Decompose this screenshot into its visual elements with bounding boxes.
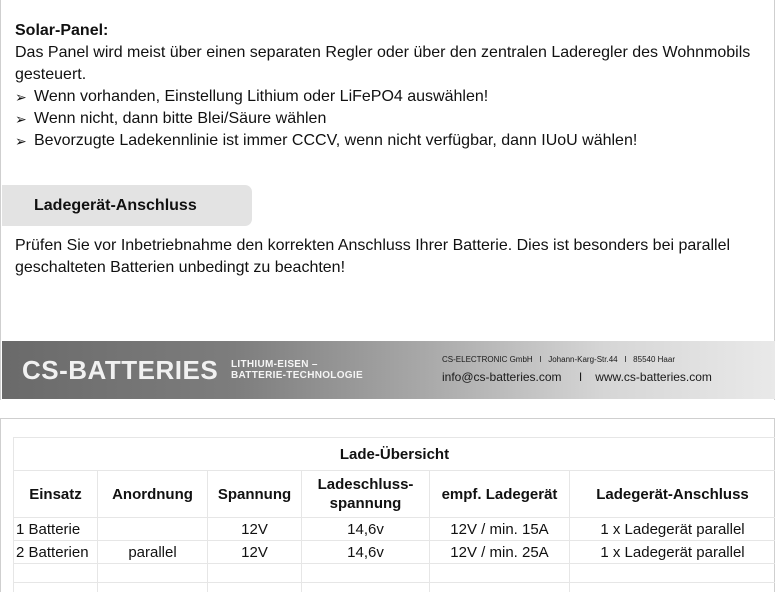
footer-banner	[2, 341, 775, 399]
solar-panel-intro: Das Panel wird meist über einen separaten Regler oder über den zentralen Laderegler des Wohnmobils gesteuert.	[15, 44, 751, 83]
page-gap	[0, 400, 775, 418]
column-header: Ladeschluss- spannung	[302, 471, 430, 518]
table-cell: 14,6v	[302, 518, 430, 541]
bullet-item	[15, 108, 765, 130]
document-page	[0, 418, 775, 592]
brand-tagline	[231, 359, 363, 381]
column-header: Anordnung	[98, 471, 208, 518]
table-row	[14, 518, 775, 541]
arrow-bullet-icon: ➢	[15, 133, 27, 149]
table-cell: parallel	[98, 541, 208, 564]
solar-panel-heading: Solar-Panel:	[15, 22, 109, 39]
table-cell: 1 Batterie	[14, 518, 98, 541]
table-cell: 12V / min. 25A	[430, 541, 570, 564]
table-cell: 1 x Ladegerät parallel	[570, 518, 775, 541]
bullet-text: Wenn nicht, dann bitte Blei/Säure wählen	[34, 110, 327, 127]
table-cell: 12V	[208, 541, 302, 564]
table-row-empty	[14, 564, 775, 583]
table-row	[14, 541, 775, 564]
table-caption-row	[14, 438, 775, 471]
arrow-bullet-icon: ➢	[15, 111, 27, 127]
brand-logo: CS-BATTERIES	[22, 355, 219, 385]
section-title-charger-connection: Ladegerät-Anschluss	[2, 185, 252, 226]
bullet-item	[15, 130, 765, 152]
table-header-row	[14, 471, 775, 518]
table-cell	[98, 518, 208, 541]
column-header: empf. Ladegerät	[430, 471, 570, 518]
tagline-line: BATTERIE-TECHNOLOGIE	[231, 370, 363, 381]
contact-info: info@cs-batteries.com I www.cs-batteries.com	[442, 370, 712, 384]
table-caption: Lade-Übersicht	[14, 438, 775, 471]
table-cell: 14,6v	[302, 541, 430, 564]
tagline-line: LITHIUM-EISEN –	[231, 359, 318, 370]
solar-panel-section	[15, 20, 765, 152]
table-cell: 12V / min. 15A	[430, 518, 570, 541]
charging-overview-table	[13, 437, 775, 592]
column-header: Einsatz	[14, 471, 98, 518]
table-row-empty	[14, 583, 775, 592]
bullet-item	[15, 86, 765, 108]
table-cell: 2 Batterien	[14, 541, 98, 564]
arrow-bullet-icon: ➢	[15, 89, 27, 105]
column-header: Spannung	[208, 471, 302, 518]
bullet-text: Bevorzugte Ladekennlinie ist immer CCCV, wenn nicht verfügbar, dann IUoU wählen!	[34, 132, 638, 149]
company-address: CS-ELECTRONIC GmbH I Johann-Karg-Str.44 I 85540 Haar	[442, 355, 675, 364]
bullet-text: Wenn vorhanden, Einstellung Lithium oder LiFePO4 auswählen!	[34, 88, 489, 105]
column-header: Ladegerät-Anschluss	[570, 471, 775, 518]
connection-notice-text: Prüfen Sie vor Inbetriebnahme den korrekten Anschluss Ihrer Batterie. Dies ist besonders bei parallel geschalteten Batterien unbedingt zu beachten!	[15, 237, 731, 276]
table-cell: 12V	[208, 518, 302, 541]
table-cell: 1 x Ladegerät parallel	[570, 541, 775, 564]
